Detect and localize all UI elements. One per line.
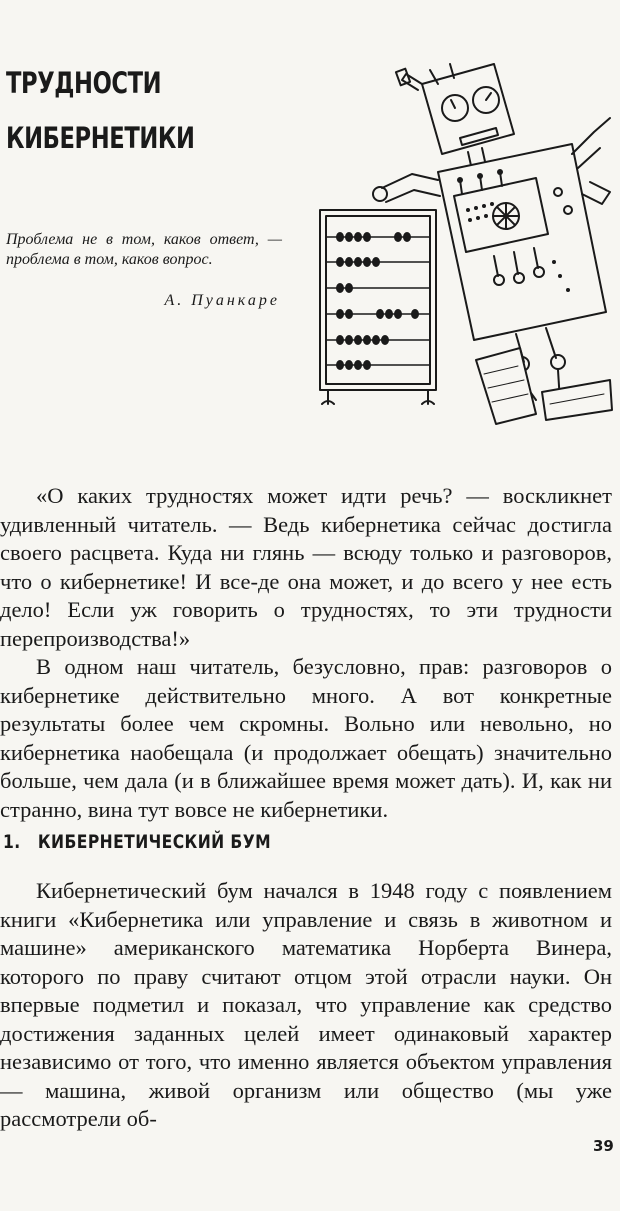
section-number: 1. — [3, 831, 21, 853]
section-heading — [3, 831, 271, 853]
page-number: 39 — [593, 1137, 614, 1155]
paragraph: Кибернетический бум начался в 1948 году с появлением книги «Кибернетика или управление и связь в животном и машине» американского математика Норберта Винера, которого по праву считают отцом этой отрасли науки. Он впервые подметил и показал, что управление как средство достижения заданных целей имеет одинаковый характер независимо от того, что именно является объектом управления — машина, живой организм или общество (мы уже рассмотрели об- — [0, 878, 612, 1131]
paragraph: «О каких трудностях может идти речь? — воскликнет удивленный читатель. — Ведь кибернетика сейчас достигла своего расцвета. Куда ни глянь — всюду только и разговоров, что о кибернетике! И все-де она может, и до всего у нее есть дело! Если уж говорить о трудностях, то эти трудности перепроизводства!» — [0, 483, 612, 651]
chapter-title-line-2: КИБЕРНЕТИКИ — [6, 121, 195, 155]
section-text — [0, 877, 612, 1134]
paragraph: В одном наш читатель, безусловно, прав: разговоров о кибернетике действительно много. А вот конкретные результаты более чем скромны. Вольно или невольно, но кибернетика наобещала (и продолжает обещать) значительно больше, чем дала (и в ближайшее время может дать). И, как ни странно, вина тут вовсе не кибернетики. — [0, 654, 612, 822]
chapter-title-line-1: ТРУДНОСТИ — [6, 66, 162, 100]
robot-with-abacus-drawing-icon — [310, 62, 616, 432]
section-title: КИБЕРНЕТИЧЕСКИЙ БУМ — [37, 831, 272, 853]
epigraph-quote: Проблема не в том, каков ответ, — проблема в том, каков вопрос. — [6, 231, 282, 268]
intro-text — [0, 482, 612, 824]
epigraph-author: А. Пуанкаре — [164, 292, 280, 309]
